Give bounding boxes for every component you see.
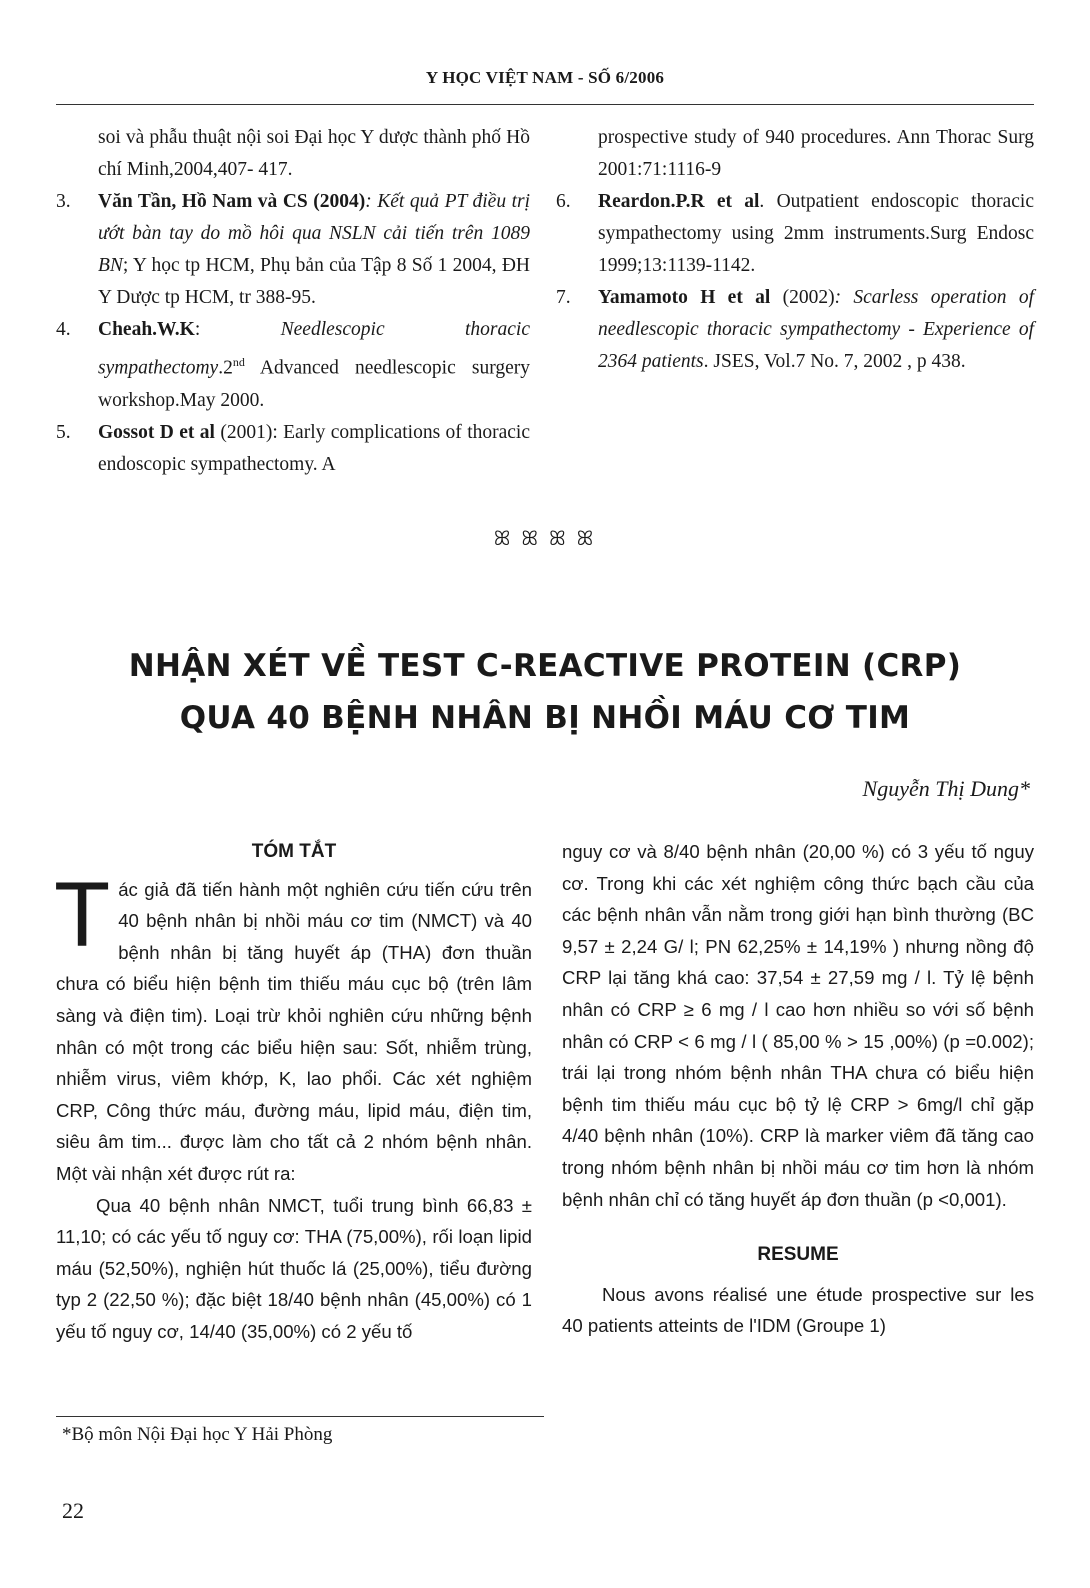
article-title-line-2: QUA 40 BỆNH NHÂN BỊ NHỒI MÁU CƠ TIM (179, 700, 911, 736)
reference-item (556, 282, 1034, 378)
reference-item (56, 417, 530, 481)
abstract-left-column (56, 836, 532, 1348)
reference-number: 7. (556, 287, 571, 308)
reference-item (56, 186, 530, 314)
reference-text: : Scarless operation of needlescopic thoracic sympathectomy - Experience of 2364 patients (598, 287, 1034, 372)
abstract-paragraph-1 (54, 863, 532, 1190)
article-title (40, 640, 1050, 744)
abstract-heading: TÓM TẮT (251, 841, 337, 862)
drop-cap: T (54, 863, 111, 966)
reference-text: ; Y học tp HCM, Phụ bản của Tập 8 Số 1 2004, ĐH Y Dược tp HCM, tr 388-95. (98, 255, 530, 308)
resume-paragraph-1: Nous avons réalisé une étude prospective sur les 40 patients atteints de l'IDM (Groupe 1) (562, 1283, 1034, 1337)
reference-text: (2001): Early complications of thoracic endoscopic sympathectomy. A (98, 421, 530, 475)
article-title-line-1: NHẬN XÉT VỀ TEST C-REACTIVE PROTEIN (CRP) (128, 648, 962, 684)
section-ornament: ꕤ ꕤ ꕤ ꕤ (493, 528, 597, 550)
reference-text: Needlescopic thoracic sympathectomy (98, 319, 530, 379)
author-name: Nguyễn Thị Dung* (862, 776, 1030, 801)
reference-text: . Outpatient endoscopic thoracic sympathectomy using 2mm instruments.Surg Endosc 1999;13:1139-1142. (598, 191, 1034, 276)
reference-item (556, 186, 1034, 282)
references-left-column (56, 122, 530, 481)
reference-text: Gossot D et al (98, 421, 215, 443)
reference-text: (2002) (770, 287, 835, 308)
reference-text: prospective study of 940 procedures. Ann Thorac Surg 2001:71:1116-9 (598, 127, 1034, 180)
resume-heading: RESUME (757, 1244, 839, 1266)
abstract-paragraph-1-text: ác giả đã tiến hành một nghiên cứu tiến cứu trên 40 bệnh nhân bị nhồi máu cơ tim (NMCT) và 40 bệnh nhân bị tăng huyết áp (THA) đơn thuần chưa có biểu hiện bệnh tim thiếu máu cục bộ (trên lâm sàng và điện tim). Loại trừ khỏi nghiên cứu những bệnh nhân có một trong các biểu hiện sau: Sốt, nhiễm trùng, nhiễm virus, viêm khớp, K, lao phổi. Các xét nghiệm CRP, Công thức máu, đường máu, lipid máu, điện tim, siêu âm tim... được làm cho tất cả 2 nhóm bệnh nhân. Một vài nhận xét được rút ra: (56, 878, 532, 1184)
journal-header: Y HỌC VIỆT NAM - SỐ 6/2006 (425, 68, 665, 87)
footnote-rule (56, 1416, 544, 1417)
reference-item (56, 122, 530, 186)
reference-text: Cheah.W.K (98, 319, 195, 340)
reference-text: : Kết quả PT điều trị ướt bàn tay do mồ hôi qua NSLN cải tiến trên 1089 BN (98, 191, 530, 276)
reference-item (56, 314, 530, 417)
reference-text: Yamamoto H et al (598, 287, 771, 308)
abstract-paragraph-3: nguy cơ và 8/40 bệnh nhân (20,00 %) có 3 yếu tố nguy cơ. Trong khi các xét nghiệm công thức bạch cầu của các bệnh nhân vẫn nằm trong giới hạn bình thường (BC 9,57 ± 2,24 G/ l; PN 62,25% ± 14,19% ) nhưng nồng độ CRP lại tăng khá cao: 37,54 ± 27,59 mg / l. Tỷ lệ bệnh nhân có CRP ≥ 6 mg / l cao hơn nhiều so với số bệnh nhân có CRP < 6 mg / l ( 85,00 % > 15 ,00%) (p =0.002); trái lại trong nhóm bệnh nhân THA chưa có biểu hiện bệnh tim thiếu máu cục bộ tỷ lệ CRP > 6mg/l chỉ gặp 4/40 bệnh nhân (10%). CRP là marker viêm đã tăng cao trong nhóm bệnh nhân bị nhồi máu cơ tim hơn là nhóm bệnh nhân chỉ có tăng huyết áp đơn thuần (p <0,001). (562, 841, 1034, 1210)
reference-text: Reardon.P.R et al (598, 191, 760, 212)
reference-number: 6. (556, 191, 571, 212)
reference-text: soi và phẫu thuật nội soi Đại học Y dược thành phố Hồ chí Minh,2004,407- 417. (98, 127, 530, 180)
reference-number: 5. (56, 421, 71, 443)
references-right-column (556, 122, 1034, 378)
page-number: 22 (62, 1498, 84, 1523)
reference-text: : (194, 319, 281, 340)
reference-item (556, 122, 1034, 186)
header-rule (56, 104, 1034, 105)
reference-text: nd (232, 355, 245, 369)
reference-text: Văn Tần, Hồ Nam và CS (2004) (98, 191, 366, 212)
reference-text: . JSES, Vol.7 No. 7, 2002 , p 438. (703, 351, 966, 372)
abstract-right-column (562, 836, 1034, 1342)
reference-text: .2 (218, 357, 233, 379)
author-affiliation-footnote: *Bộ môn Nội Đại học Y Hải Phòng (62, 1424, 333, 1445)
abstract-paragraph-2: Qua 40 bệnh nhân NMCT, tuổi trung bình 66,83 ± 11,10; có các yếu tố nguy cơ: THA (75,00%), rối loạn lipid máu (52,50%), nghiện hút thuốc lá (25,00%), tiểu đường typ 2 (22,50 %); đặc biệt 18/40 bệnh nhân (45,00%) có 1 yếu tố nguy cơ, 14/40 (35,00%) có 2 yếu tố (56, 1194, 532, 1342)
reference-number: 4. (56, 319, 71, 340)
reference-text: Advanced needlescopic surgery workshop.May 2000. (98, 357, 530, 411)
reference-number: 3. (56, 191, 71, 212)
